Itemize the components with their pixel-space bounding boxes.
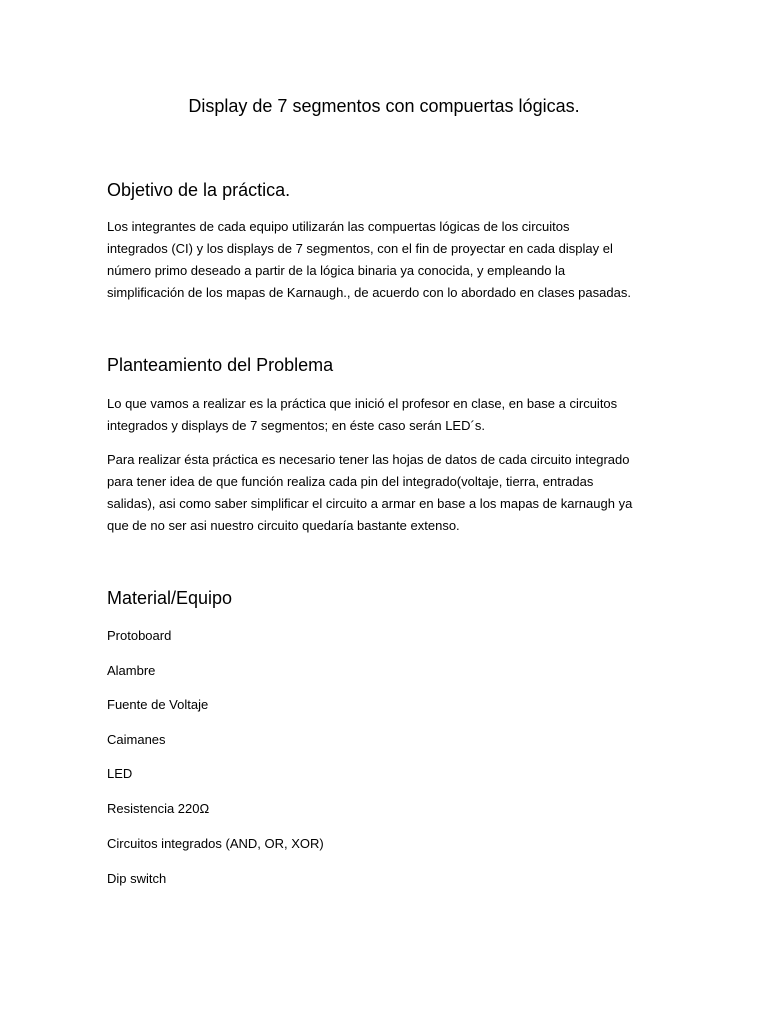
material-item: Resistencia 220Ω bbox=[107, 801, 210, 816]
objective-line: número primo deseado a partir de la lógica binaria ya conocida, y empleando la bbox=[107, 263, 566, 278]
problem-line: Lo que vamos a realizar es la práctica que inició el profesor en clase, en base a circuitos bbox=[107, 396, 618, 411]
problem-line: integrados y displays de 7 segmentos; en éste caso serán LED´s. bbox=[107, 418, 485, 433]
problem-line: para tener idea de que función realiza cada pin del integrado(voltaje, tierra, entradas bbox=[107, 474, 594, 489]
problem-paragraph-2 bbox=[107, 449, 663, 537]
material-item: Circuitos integrados (AND, OR, XOR) bbox=[107, 836, 324, 851]
material-item: Alambre bbox=[107, 663, 156, 678]
materials-heading: Material/Equipo bbox=[107, 588, 233, 608]
objective-heading: Objetivo de la práctica. bbox=[107, 180, 291, 200]
problem-line: salidas), asi como saber simplificar el circuito a armar en base a los mapas de karnaugh ya bbox=[107, 496, 633, 511]
problem-paragraph-1 bbox=[107, 393, 663, 437]
problem-line: que de no ser asi nuestro circuito quedaría bastante extenso. bbox=[107, 518, 460, 533]
problem-heading: Planteamiento del Problema bbox=[107, 355, 334, 375]
material-item: LED bbox=[107, 766, 133, 781]
objective-line: simplificación de los mapas de Karnaugh., de acuerdo con lo abordado en clases pasadas. bbox=[107, 285, 631, 300]
objective-paragraph bbox=[107, 216, 663, 304]
document-title: Display de 7 segmentos con compuertas lógicas. bbox=[188, 96, 580, 116]
material-item: Dip switch bbox=[107, 871, 167, 886]
material-item: Fuente de Voltaje bbox=[107, 697, 209, 712]
objective-line: integrados (CI) y los displays de 7 segmentos, con el fin de proyectar en cada display el bbox=[107, 241, 613, 256]
problem-line: Para realizar ésta práctica es necesario tener las hojas de datos de cada circuito integrado bbox=[107, 452, 630, 467]
objective-line: Los integrantes de cada equipo utilizarán las compuertas lógicas de los circuitos bbox=[107, 219, 570, 234]
material-item: Protoboard bbox=[107, 628, 172, 643]
material-item: Caimanes bbox=[107, 732, 166, 747]
